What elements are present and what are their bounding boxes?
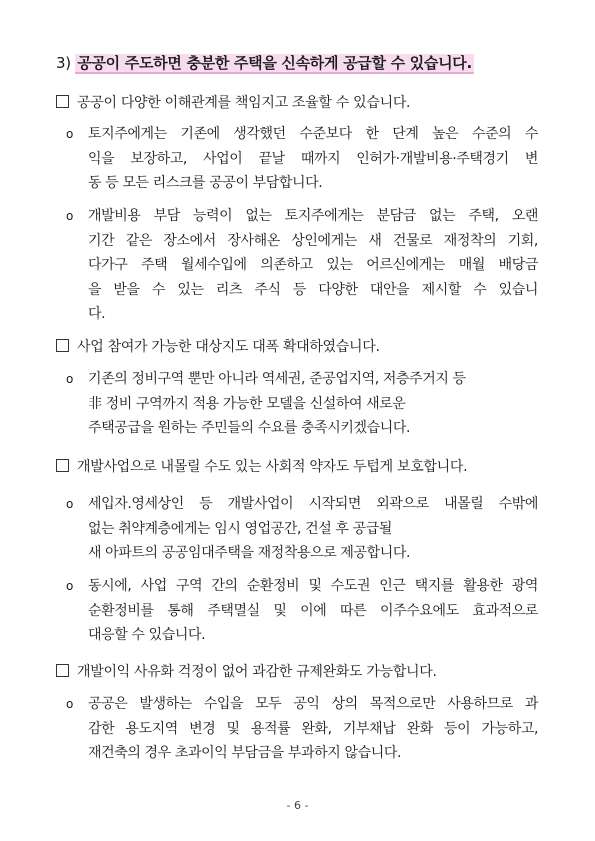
square-bullet-icon	[56, 459, 69, 472]
square-bullet-icon	[56, 95, 69, 108]
page-number: - 6 -	[286, 799, 309, 812]
circle-bullet-icon: o	[66, 127, 73, 141]
square-bullet-icon	[56, 339, 69, 352]
section-item-2: 사업 참여가 가능한 대상지도 대폭 확대하였습니다.	[56, 336, 380, 358]
section-item-4: 개발이익 사유화 걱정이 없어 과감한 규제완화도 가능합니다.	[56, 661, 437, 683]
heading-text: 공공이 주도하면 충분한 주택을 신속하게 공급할 수 있습니다.	[77, 54, 472, 72]
section-heading	[56, 52, 474, 74]
circle-bullet-icon: o	[66, 497, 73, 511]
section-item-3: 개발사업으로 내몰릴 수도 있는 사회적 약자도 두텁게 보호합니다.	[56, 456, 467, 478]
circle-bullet-icon: o	[66, 209, 73, 223]
square-bullet-icon	[56, 664, 69, 677]
section-item-1: 공공이 다양한 이해관계를 책임지고 조율할 수 있습니다.	[56, 92, 410, 114]
heading-number: 3)	[56, 54, 76, 72]
circle-bullet-icon: o	[66, 372, 73, 386]
circle-bullet-icon: o	[66, 697, 73, 711]
circle-bullet-icon: o	[66, 579, 73, 593]
